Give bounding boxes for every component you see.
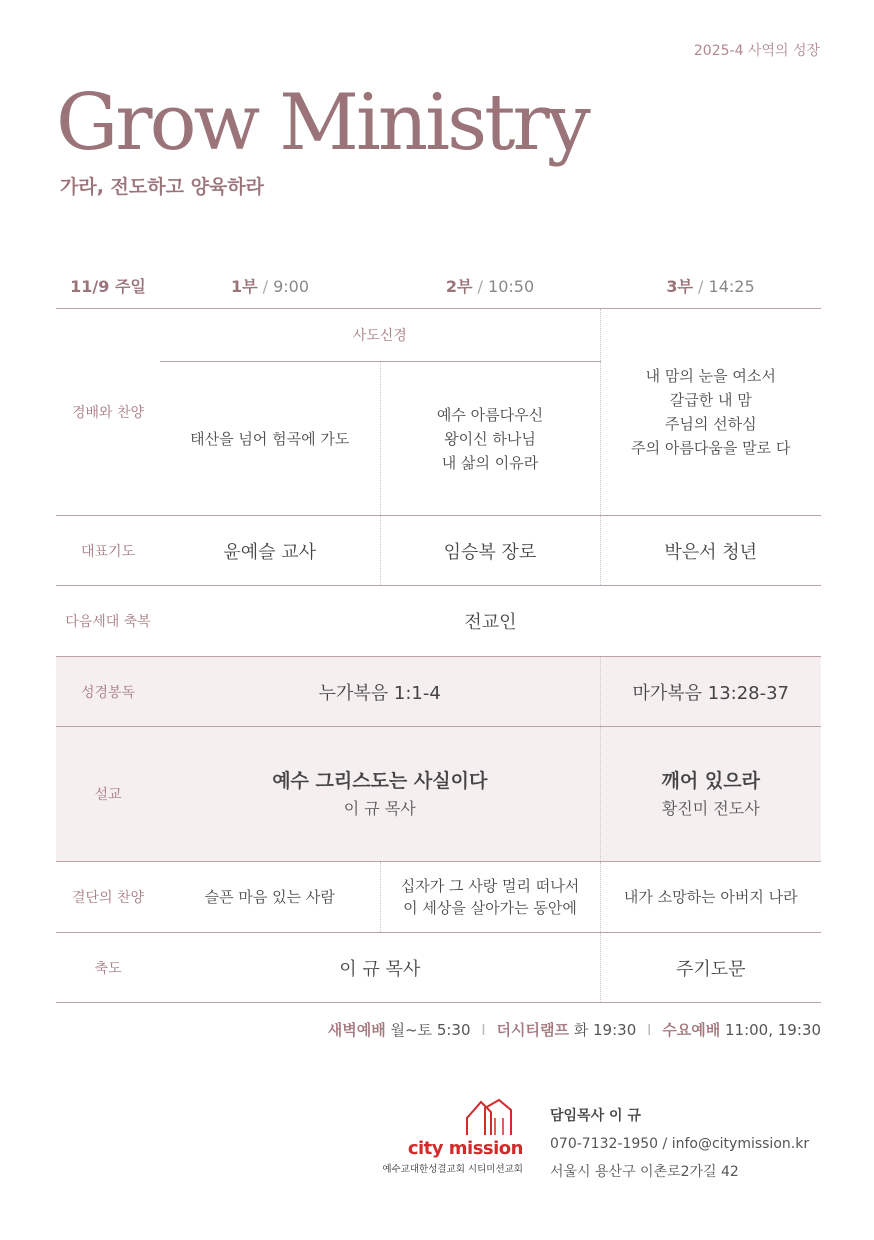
response-s3: 내가 소망하는 아버지 나라 <box>600 862 821 933</box>
sermon-s3-title: 깨어 있으라 <box>661 770 760 792</box>
logo-church-name: 예수교대한성결교회 시티미션교회 <box>382 1164 523 1175</box>
benediction-label: 축도 <box>56 933 160 1003</box>
benediction-s12: 이 규 목사 <box>160 933 600 1003</box>
issue-label: 2025-4 사역의 성장 <box>693 43 820 59</box>
reading-label: 성경봉독 <box>56 657 160 727</box>
worship-row <box>56 309 821 362</box>
separator: I <box>481 1021 486 1039</box>
separator: I <box>647 1021 652 1039</box>
benediction-row <box>56 933 821 1003</box>
weekly-services <box>328 1019 821 1040</box>
service-1-header: 1부 / 9:00 <box>160 262 380 309</box>
senior-pastor: 담임목사 이 규 <box>550 1108 641 1124</box>
blessing-value: 전교인 <box>160 586 821 657</box>
page-title: Grow Ministry <box>56 78 588 168</box>
sermon-row <box>56 727 821 862</box>
creed-cell: 사도신경 <box>160 309 600 362</box>
worship-label: 경배와 찬양 <box>56 309 160 516</box>
worship-s1: 태산을 넘어 험곡에 가도 <box>160 362 380 516</box>
building-outline-icon <box>465 1098 517 1136</box>
address: 서울시 용산구 이촌로2가길 42 <box>550 1164 739 1180</box>
reading-s3: 마가복음 13:28-37 <box>600 657 821 727</box>
page-subtitle: 가라, 전도하고 양육하라 <box>60 176 264 198</box>
benediction-s3: 주기도문 <box>600 933 821 1003</box>
sermon-s12-pastor: 이 규 목사 <box>343 799 416 818</box>
reading-row <box>56 657 821 727</box>
order-of-service <box>56 262 821 1003</box>
prayer-s3: 박은서 청년 <box>600 516 821 586</box>
header-row <box>56 262 821 309</box>
response-s2: 십자가 그 사랑 멀리 떠나서 이 세상을 살아가는 동안에 <box>380 862 600 933</box>
prayer-s2: 임승복 장로 <box>380 516 600 586</box>
church-logo <box>357 1098 523 1175</box>
lamp-service-name: 더시티램프 <box>496 1021 569 1039</box>
sermon-label: 설교 <box>56 727 160 862</box>
lamp-service-time: 화 19:30 <box>573 1021 637 1039</box>
prayer-row <box>56 516 821 586</box>
sermon-s3 <box>600 727 821 862</box>
worship-s3: 내 맘의 눈을 여소서 갈급한 내 맘 주님의 선하심 주의 아름다움을 말로 다 <box>600 309 821 516</box>
wednesday-service-name: 수요예배 <box>662 1021 721 1039</box>
worship-s2: 예수 아름다우신 왕이신 하나님 내 삶의 이유라 <box>380 362 600 516</box>
service-3-header: 3부 / 14:25 <box>600 262 821 309</box>
prayer-s1: 윤예슬 교사 <box>160 516 380 586</box>
response-row <box>56 862 821 933</box>
sermon-s12 <box>160 727 600 862</box>
dawn-service-name: 새벽예배 <box>327 1021 386 1039</box>
sermon-s12-title: 예수 그리스도는 사실이다 <box>272 770 488 792</box>
service-2-header: 2부 / 10:50 <box>380 262 600 309</box>
date-header: 11/9 주일 <box>56 262 160 309</box>
phone-email: 070-7132-1950 / info@citymission.kr <box>550 1136 810 1152</box>
service-table <box>56 262 821 1003</box>
blessing-row <box>56 586 821 657</box>
wednesday-service-time: 11:00, 19:30 <box>725 1021 821 1039</box>
prayer-label: 대표기도 <box>56 516 160 586</box>
logo-brand: city mission <box>407 1138 523 1159</box>
dawn-service-time: 월~토 5:30 <box>390 1021 471 1039</box>
sermon-s3-pastor: 황진미 전도사 <box>661 799 760 818</box>
reading-s12: 누가복음 1:1-4 <box>160 657 600 727</box>
response-s1: 슬픈 마음 있는 사람 <box>160 862 380 933</box>
blessing-label: 다음세대 축복 <box>56 586 160 657</box>
response-label: 결단의 찬양 <box>56 862 160 933</box>
contact-info <box>550 1102 809 1186</box>
